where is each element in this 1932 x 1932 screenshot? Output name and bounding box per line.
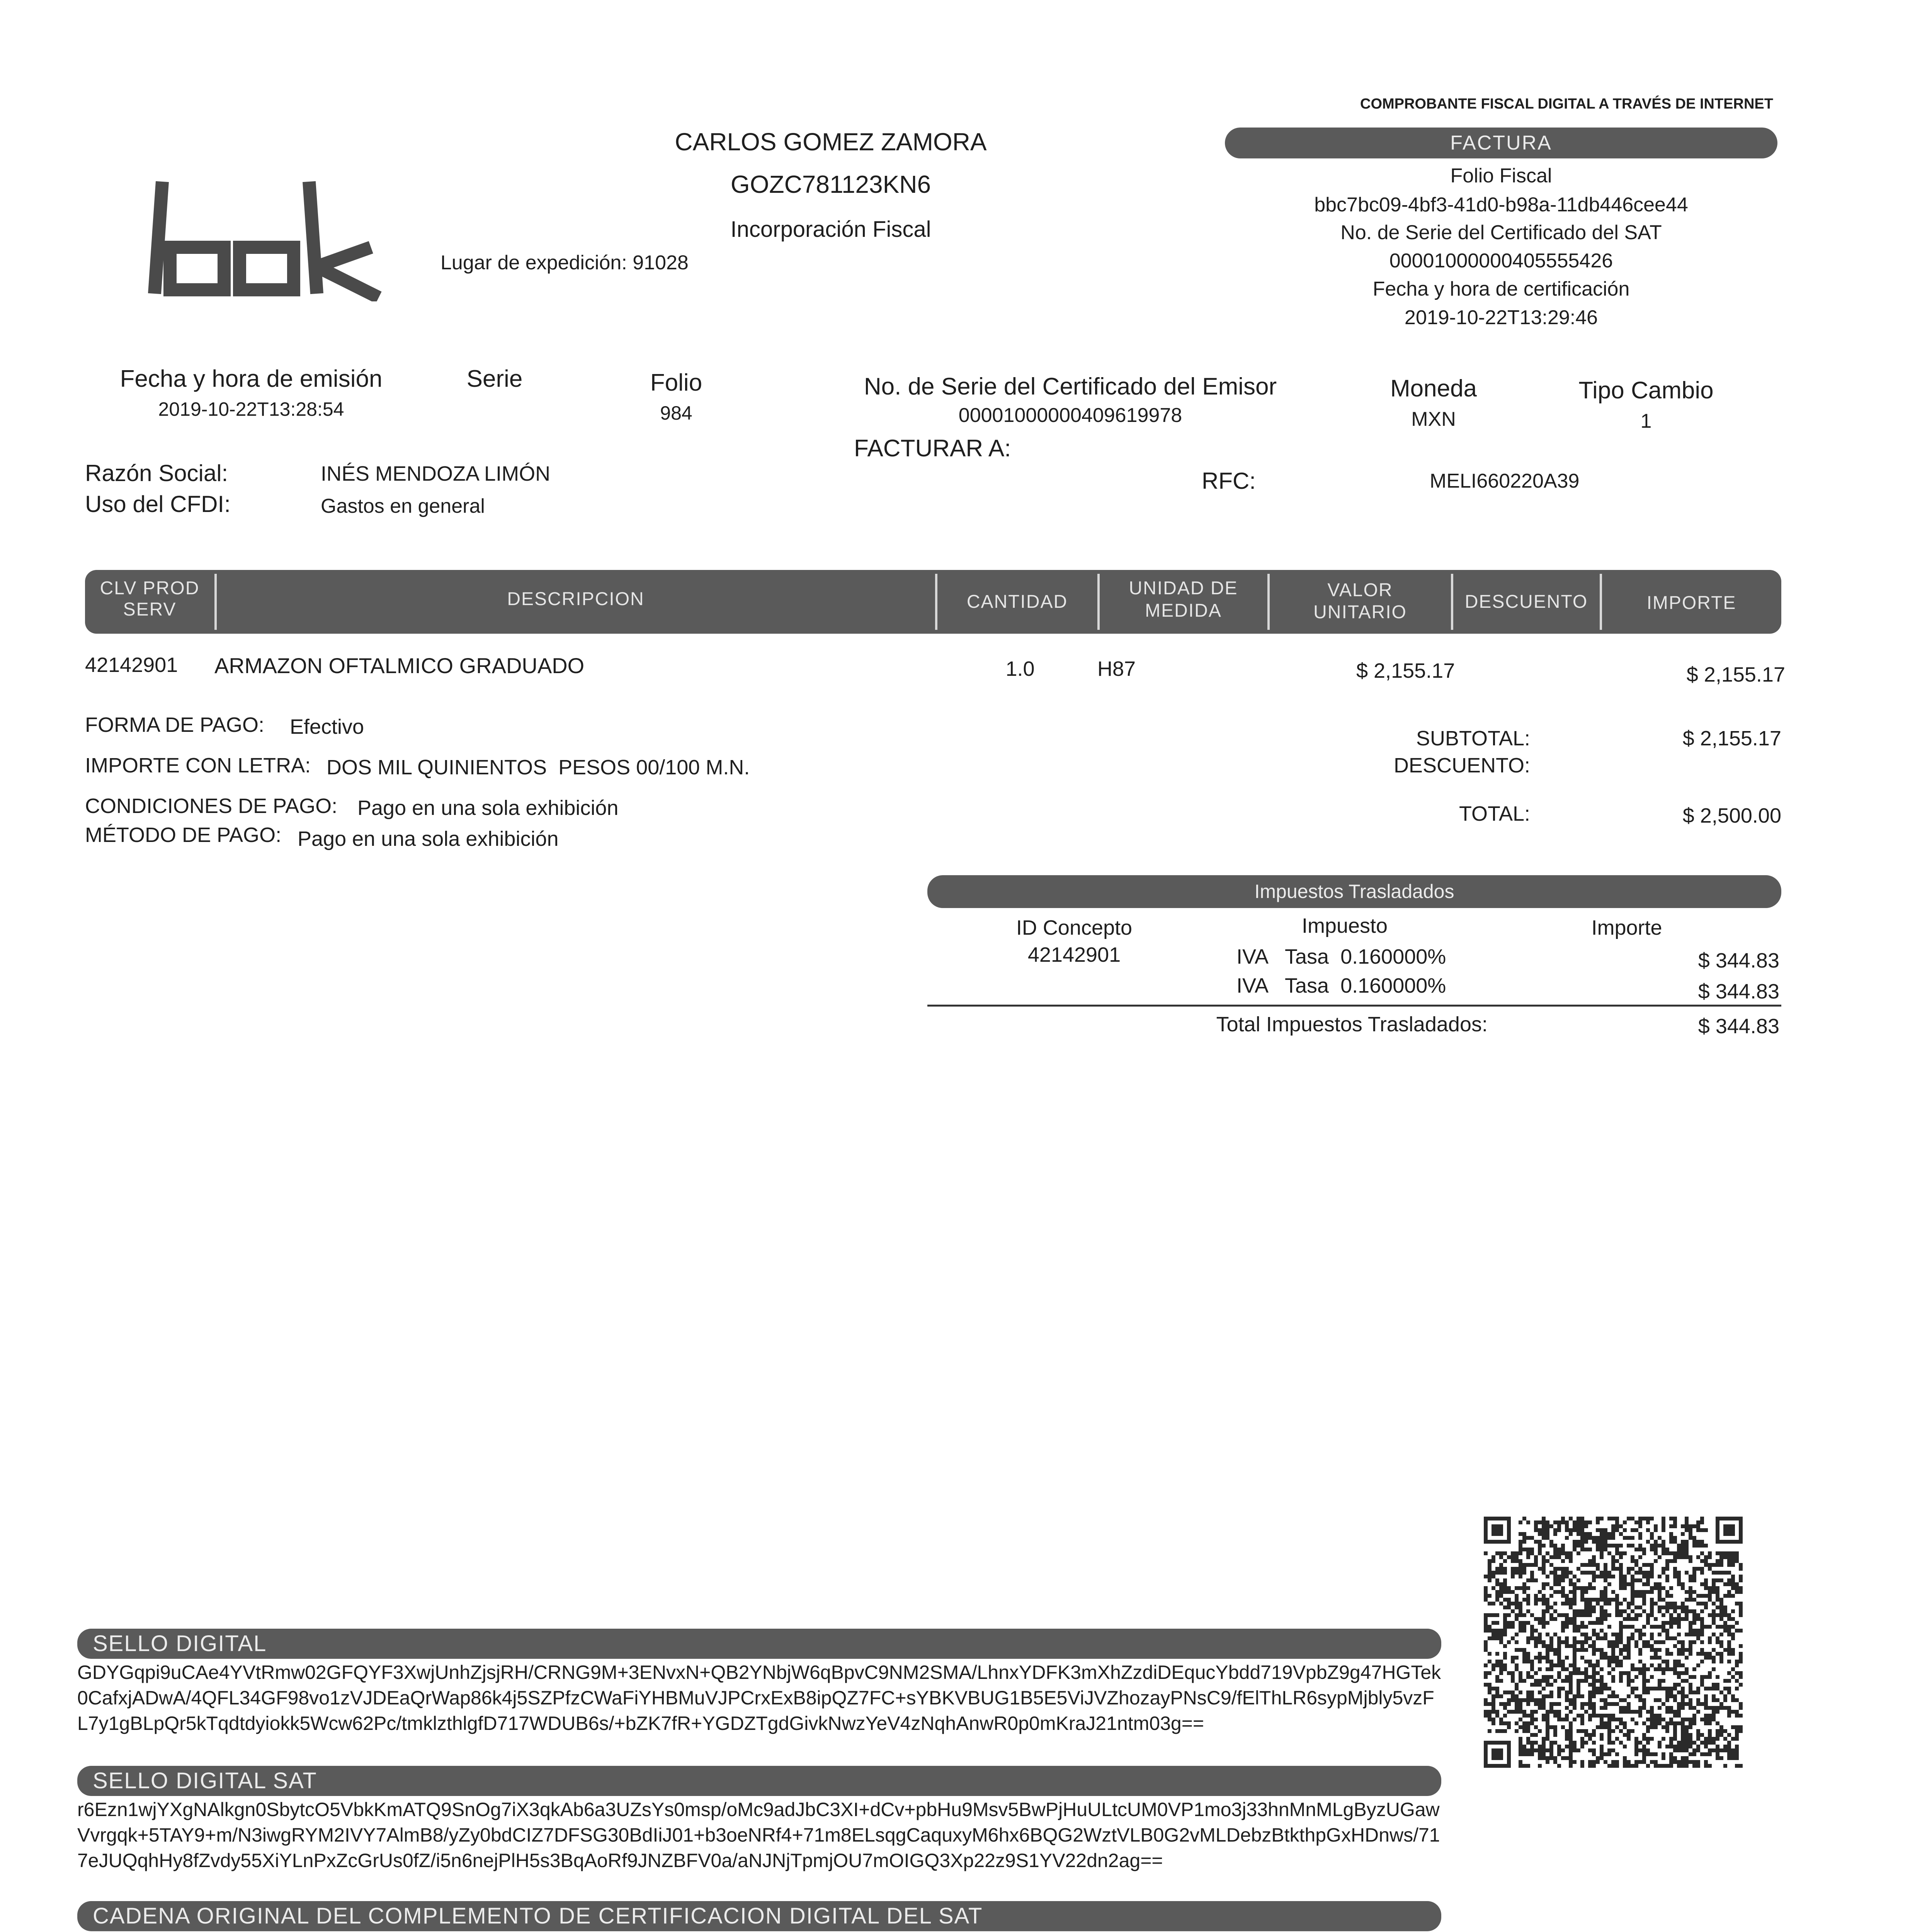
importe-letra-label: IMPORTE CON LETRA: bbox=[85, 754, 311, 777]
header-unidad-line2: MEDIDA bbox=[1145, 600, 1222, 621]
tax-row-tasa: Tasa 0.160000% bbox=[1285, 974, 1446, 997]
folio-fiscal: bbc7bc09-4bf3-41d0-b98a-11db446cee44 bbox=[1314, 194, 1688, 216]
sello-digital-text: GDYGqpi9uCAe4YVtRmw02GFQYF3XwjUnhZjsjRH/CRNG9M+3ENvxN+QB2YNbjW6qBpvC9NM2SMA/LhnxYDFK3mXhZzdiDEqucYbdd719VpbZ9g47HGTek0CafxjADwA/4QFL34GF98vo1zVJDEaQrWap86k4j5SZPfzCWaFiYHBMuVJPCrxExB8ipQZ7FC+sYBKVBUG1B5E5ViJVZhozayPNsC9/fElThLR6sypMjbly5vzFL7y1gBLpQr5kTqdtdyiokk5Wcw62Pc/tmklzthlgfD717WDUB6s/+bZK7fR+YGDZTgdGivkNwzYeV4zNqhAnwR0p0mKraJ21ntm03g== bbox=[77, 1662, 1441, 1734]
rfc-label: RFC: bbox=[1202, 468, 1256, 494]
folio-label: Folio bbox=[650, 369, 702, 396]
look-logo bbox=[147, 170, 394, 301]
metodo-pago: Pago en una sola exhibición bbox=[298, 827, 559, 850]
cert-sat: 00001000000405555426 bbox=[1389, 250, 1613, 272]
moneda-label: Moneda bbox=[1390, 375, 1477, 402]
taxes-title: Impuestos Trasladados bbox=[1254, 881, 1454, 902]
condiciones-pago: Pago en una sola exhibición bbox=[357, 796, 619, 820]
concepts-header-bar bbox=[85, 570, 1781, 634]
taxes-total-label: Total Impuestos Trasladados: bbox=[1216, 1013, 1488, 1036]
row-clave: 42142901 bbox=[85, 653, 178, 677]
razon-social-label: Razón Social: bbox=[85, 460, 228, 486]
forma-pago-label: FORMA DE PAGO: bbox=[85, 713, 265, 736]
header-valor-line1: VALOR bbox=[1327, 580, 1393, 600]
header-valor-line2: UNITARIO bbox=[1313, 602, 1407, 622]
factura-title-bar bbox=[1225, 128, 1777, 158]
taxes-impuesto-label: Impuesto bbox=[1301, 914, 1388, 937]
tipo-cambio-label: Tipo Cambio bbox=[1578, 377, 1714, 404]
serie-label: Serie bbox=[466, 366, 523, 392]
row-importe: $ 2,155.17 bbox=[1686, 663, 1785, 686]
header-clv-line2: SERV bbox=[123, 599, 177, 620]
emission-date: 2019-10-22T13:28:54 bbox=[158, 398, 344, 420]
row-unidad: H87 bbox=[1097, 657, 1136, 680]
tax-row-tasa: Tasa 0.160000% bbox=[1285, 945, 1446, 968]
uso-cfdi-label: Uso del CFDI: bbox=[85, 491, 231, 517]
taxes-id-value: 42142901 bbox=[1027, 943, 1121, 966]
factura-title: FACTURA bbox=[1450, 132, 1552, 154]
row-cantidad: 1.0 bbox=[1005, 657, 1035, 680]
cert-datetime: 2019-10-22T13:29:46 bbox=[1404, 306, 1598, 329]
subtotal-label: SUBTOTAL: bbox=[1416, 727, 1530, 750]
header-importe: IMPORTE bbox=[1646, 593, 1736, 613]
tax-row-impuesto: IVA bbox=[1236, 974, 1269, 997]
qr-code-icon bbox=[1484, 1517, 1743, 1768]
expedition-place: Lugar de expedición: 91028 bbox=[440, 252, 689, 274]
cert-datetime-label: Fecha y hora de certificación bbox=[1372, 278, 1630, 300]
taxes-divider bbox=[927, 1005, 1781, 1007]
receiver-rfc: MELI660220A39 bbox=[1430, 470, 1580, 492]
sello-sat-title: SELLO DIGITAL SAT bbox=[93, 1768, 317, 1793]
tax-row-importe: $ 344.83 bbox=[1698, 949, 1779, 972]
issuer-rfc: GOZC781123KN6 bbox=[730, 170, 931, 198]
tax-row bbox=[1236, 974, 1777, 1001]
total-label: TOTAL: bbox=[1459, 802, 1530, 825]
cert-emisor: 00001000000409619978 bbox=[958, 404, 1182, 427]
taxes-id-label: ID Concepto bbox=[1016, 916, 1133, 939]
sello-sat-bar bbox=[77, 1766, 1441, 1796]
facturar-a-label: FACTURAR A: bbox=[854, 435, 1011, 462]
header-descripcion: DESCRIPCION bbox=[507, 589, 645, 609]
header-cantidad: CANTIDAD bbox=[966, 592, 1068, 612]
folio-fiscal-label: Folio Fiscal bbox=[1450, 165, 1552, 187]
emission-date-label: Fecha y hora de emisión bbox=[120, 366, 383, 392]
table-row bbox=[85, 653, 1785, 684]
sello-digital-title: SELLO DIGITAL bbox=[93, 1631, 267, 1656]
issuer-regime: Incorporación Fiscal bbox=[730, 217, 931, 242]
forma-pago: Efectivo bbox=[290, 715, 364, 738]
moneda-value: MXN bbox=[1411, 408, 1456, 430]
top-caption: COMPROBANTE FISCAL DIGITAL A TRAVÉS DE INTERNET bbox=[1360, 96, 1773, 112]
taxes-total-value: $ 344.83 bbox=[1698, 1015, 1779, 1038]
descuento-label: DESCUENTO: bbox=[1393, 754, 1530, 777]
header-unidad-line1: UNIDAD DE bbox=[1129, 578, 1238, 599]
total-value: $ 2,500.00 bbox=[1682, 804, 1781, 827]
tax-row bbox=[1236, 945, 1777, 972]
tax-row-impuesto: IVA bbox=[1236, 945, 1269, 968]
taxes-importe-label: Importe bbox=[1591, 916, 1662, 939]
razon-social: INÉS MENDOZA LIMÓN bbox=[321, 462, 551, 485]
folio-value: 984 bbox=[660, 402, 692, 424]
tax-row-importe: $ 344.83 bbox=[1698, 980, 1779, 1003]
condiciones-pago-label: CONDICIONES DE PAGO: bbox=[85, 794, 338, 818]
sello-digital-bar bbox=[77, 1629, 1441, 1659]
header-clv-line1: CLV PROD bbox=[100, 578, 200, 599]
cadena-title: CADENA ORIGINAL DEL COMPLEMENTO DE CERTIFICACION DIGITAL DEL SAT bbox=[93, 1903, 983, 1929]
uso-cfdi: Gastos en general bbox=[321, 495, 485, 517]
issuer-name: CARLOS GOMEZ ZAMORA bbox=[675, 128, 987, 156]
cadena-bar bbox=[77, 1901, 1441, 1931]
taxes-title-bar bbox=[927, 875, 1781, 908]
sello-sat-text: r6Ezn1wjYXgNAlkgn0SbytcO5VbkKmATQ9SnOg7iX3qkAb6a3UZsYs0msp/oMc9adJbC3XI+dCv+pbHu9Msv5BwPjHuULtcUM0VP1mo3j33hnMnMLgByzUGawVvrgqk+5TAY9+m/N3iwgRYM2IVY7AlmB8/yZy0bdCIZ7DFSG30BdIiJ01+b3oeNRf4+71m8ELsqgCaquxyM6hx6BQG2WztVLB0G2vMLDebzBtkthpGxHDnws/717eJUQqhHy8fZvdy55XiYLnPxZcGrUs0fZ/i5n6nejPlH5s3BqAoRf9JNZBFV0a/aNJNjTpmjOU7mOIGQ3Xp22z9S1YV22dn2ag== bbox=[77, 1799, 1440, 1871]
cert-emisor-label: No. de Serie del Certificado del Emisor bbox=[864, 373, 1277, 400]
cert-sat-label: No. de Serie del Certificado del SAT bbox=[1340, 221, 1662, 244]
row-valor-unitario: $ 2,155.17 bbox=[1356, 659, 1455, 682]
tipo-cambio-value: 1 bbox=[1640, 410, 1652, 432]
metodo-pago-label: MÉTODO DE PAGO: bbox=[85, 823, 282, 847]
row-descripcion: ARMAZON OFTALMICO GRADUADO bbox=[214, 653, 585, 678]
importe-letra: DOS MIL QUINIENTOS PESOS 00/100 M.N. bbox=[327, 756, 750, 779]
subtotal-value: $ 2,155.17 bbox=[1682, 727, 1781, 750]
header-descuento: DESCUENTO bbox=[1464, 592, 1588, 612]
